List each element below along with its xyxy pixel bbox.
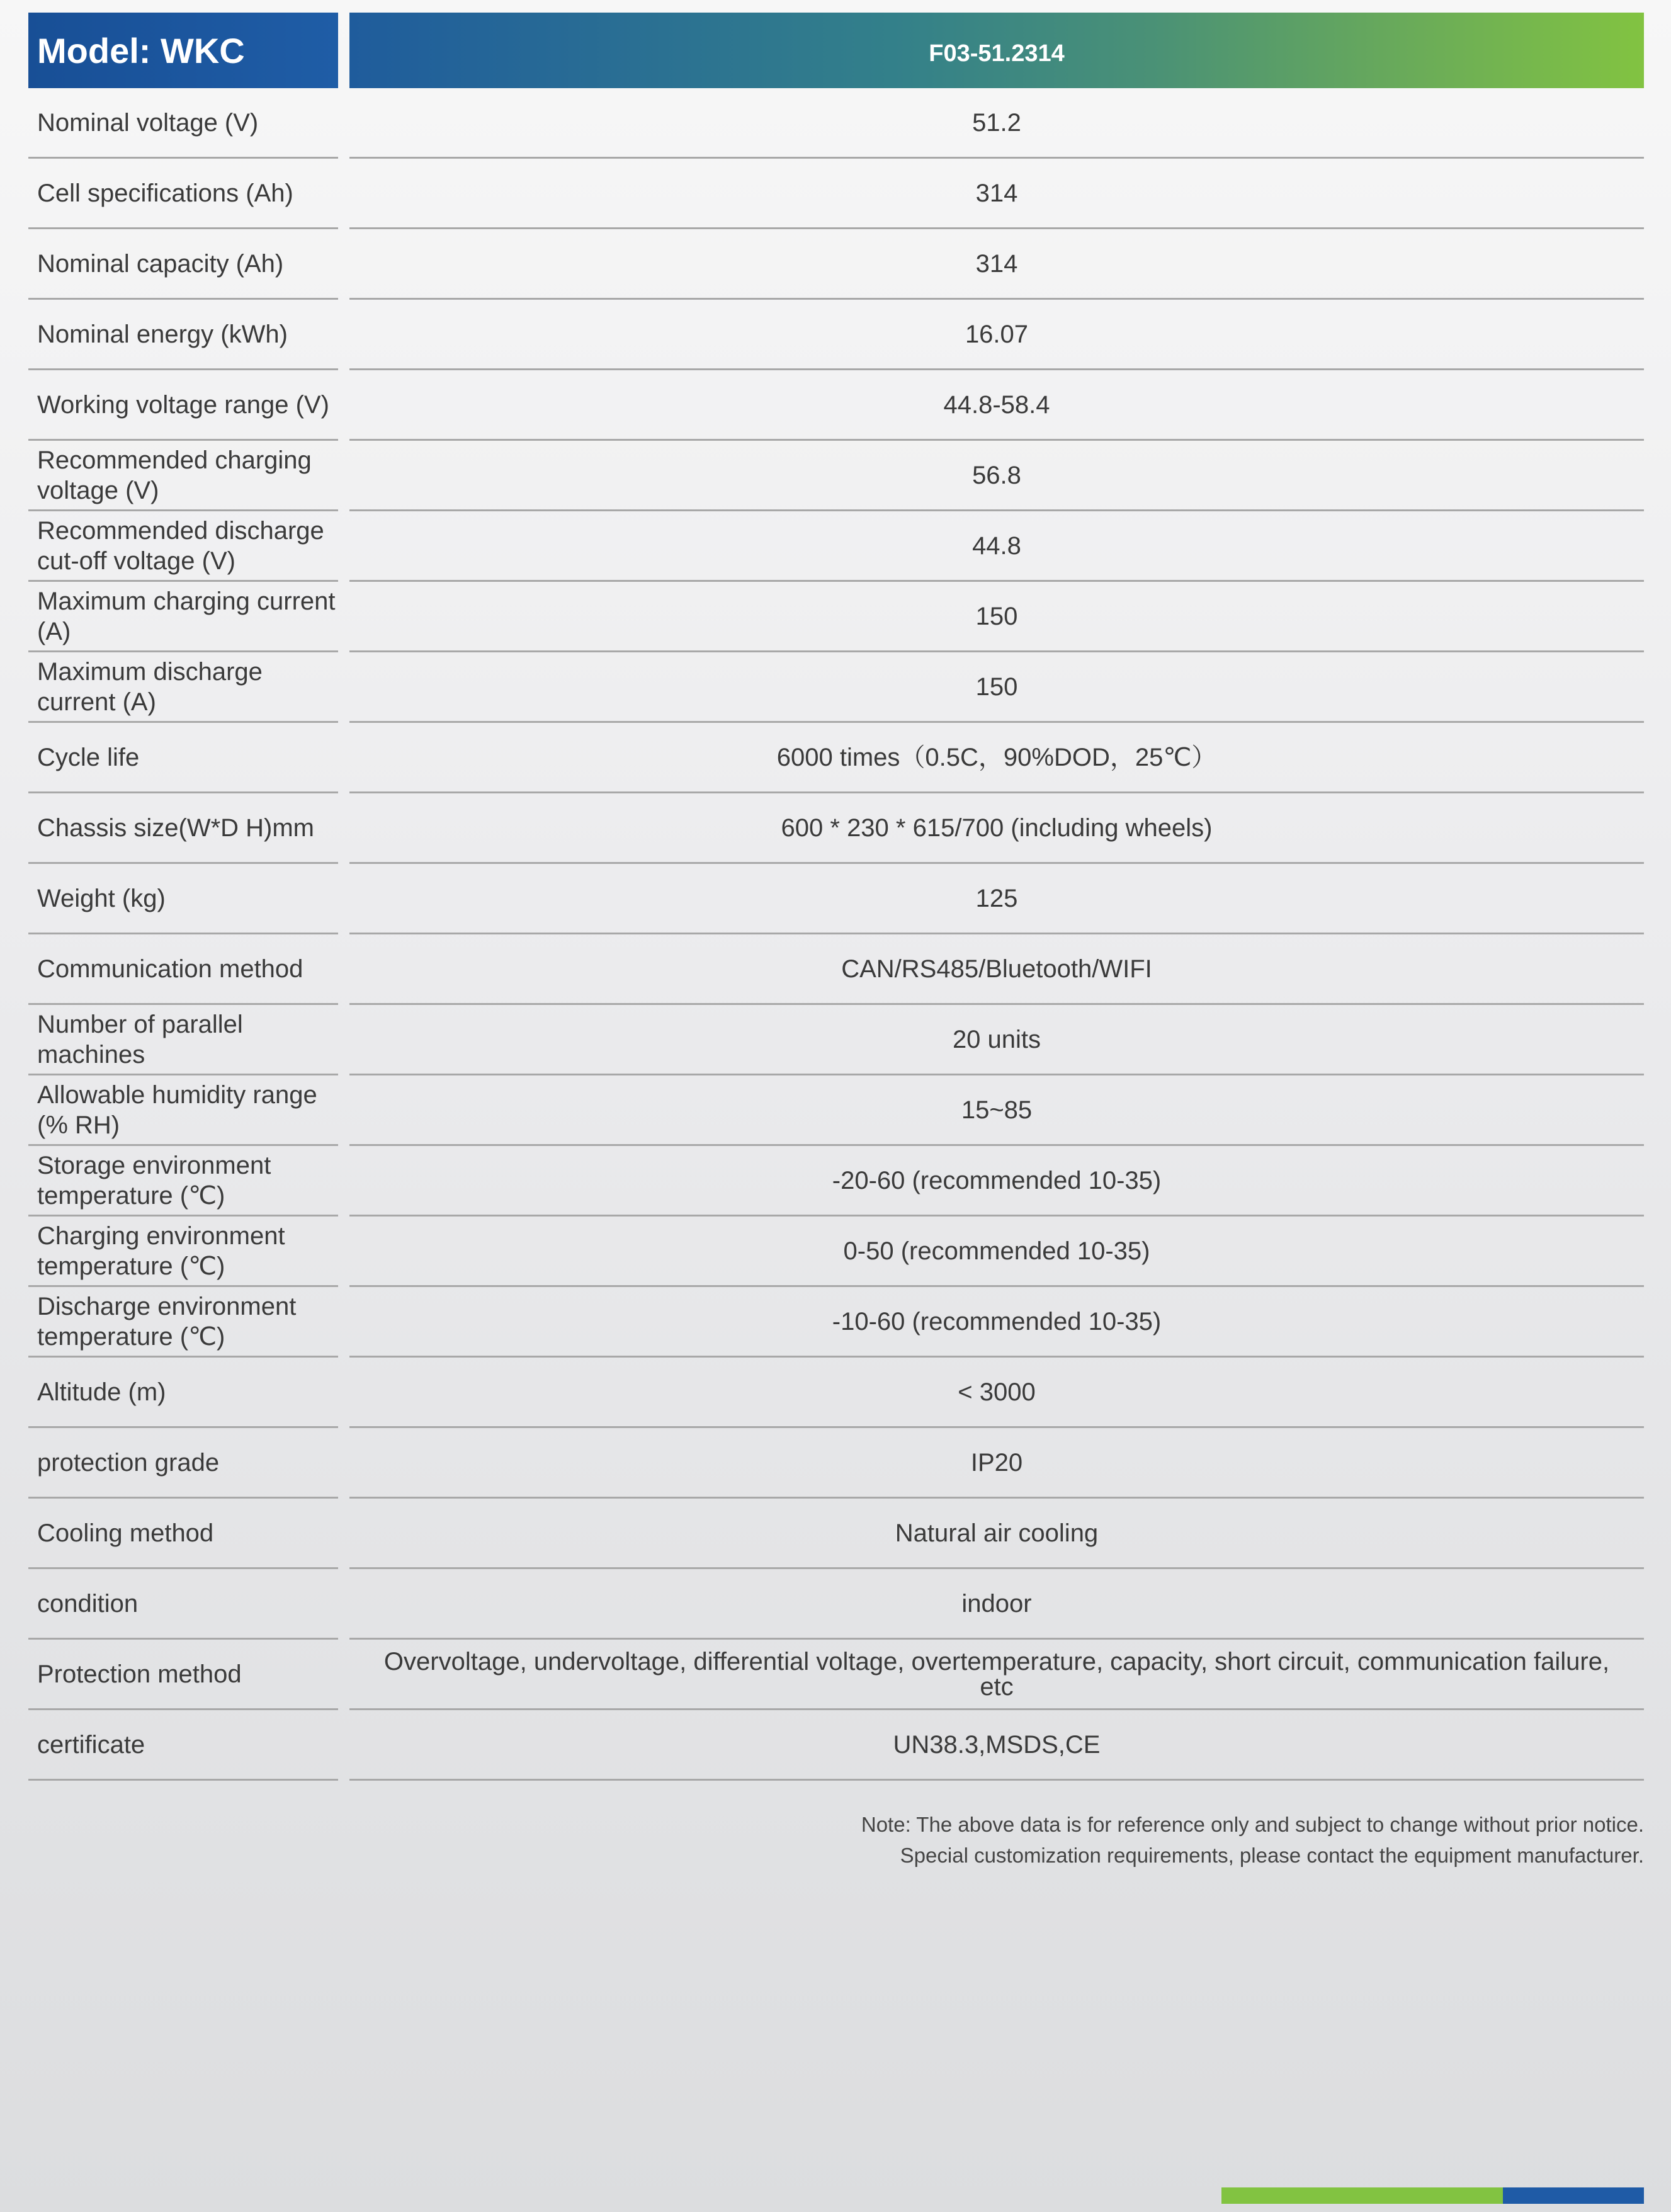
spec-value: 15~85 — [349, 1075, 1644, 1146]
spec-row — [28, 1005, 1644, 1075]
spec-value: Natural air cooling — [349, 1499, 1644, 1569]
spec-row — [28, 1358, 1644, 1428]
spec-row — [28, 1217, 1644, 1287]
spec-table — [28, 88, 1644, 1781]
spec-label: Nominal energy (kWh) — [28, 300, 338, 370]
spec-value: 44.8-58.4 — [349, 370, 1644, 441]
spec-row — [28, 582, 1644, 652]
spec-row — [28, 159, 1644, 229]
spec-label: Chassis size(W*D H)mm — [28, 793, 338, 864]
spec-label: Discharge environment temperature (℃) — [28, 1287, 338, 1358]
spec-value: < 3000 — [349, 1358, 1644, 1428]
spec-row — [28, 1428, 1644, 1499]
spec-value: 6000 times（0.5C，90%DOD，25℃） — [349, 723, 1644, 793]
spec-row — [28, 1640, 1644, 1710]
spec-label: Working voltage range (V) — [28, 370, 338, 441]
spec-value: -20-60 (recommended 10-35) — [349, 1146, 1644, 1217]
spec-label: Cooling method — [28, 1499, 338, 1569]
spec-row — [28, 511, 1644, 582]
spec-row — [28, 300, 1644, 370]
spec-value: CAN/RS485/Bluetooth/WIFI — [349, 934, 1644, 1005]
spec-value: 56.8 — [349, 441, 1644, 511]
spec-label: Recommended discharge cut-off voltage (V) — [28, 511, 338, 582]
disclaimer-note — [861, 1809, 1644, 1871]
spec-value: indoor — [349, 1569, 1644, 1640]
spec-row — [28, 723, 1644, 793]
spec-row — [28, 1710, 1644, 1781]
spec-value: -10-60 (recommended 10-35) — [349, 1287, 1644, 1358]
footer-accent-blue — [1503, 2187, 1644, 2204]
spec-row — [28, 1569, 1644, 1640]
spec-label: Communication method — [28, 934, 338, 1005]
spec-label: Nominal voltage (V) — [28, 88, 338, 159]
spec-row — [28, 934, 1644, 1005]
spec-row — [28, 1287, 1644, 1358]
spec-value: Overvoltage, undervoltage, differential voltage, overtemperature, capacity, short circuit, communication failure, etc — [349, 1640, 1644, 1710]
note-line-1: Note: The above data is for reference only and subject to change without prior notice. — [861, 1813, 1644, 1836]
spec-label: Maximum discharge current (A) — [28, 652, 338, 723]
spec-value: UN38.3,MSDS,CE — [349, 1710, 1644, 1781]
spec-value: 51.2 — [349, 88, 1644, 159]
spec-value: 314 — [349, 159, 1644, 229]
spec-value: 150 — [349, 652, 1644, 723]
spec-value: 314 — [349, 229, 1644, 300]
spec-label: Cycle life — [28, 723, 338, 793]
spec-value: 150 — [349, 582, 1644, 652]
spec-row — [28, 864, 1644, 934]
spec-row — [28, 88, 1644, 159]
spec-label: Nominal capacity (Ah) — [28, 229, 338, 300]
spec-value: 16.07 — [349, 300, 1644, 370]
spec-label: Storage environment temperature (℃) — [28, 1146, 338, 1217]
spec-label: Number of parallel machines — [28, 1005, 338, 1075]
spec-row — [28, 441, 1644, 511]
spec-label: Charging environment temperature (℃) — [28, 1217, 338, 1287]
spec-row — [28, 1499, 1644, 1569]
spec-label: Weight (kg) — [28, 864, 338, 934]
model-code: F03-51.2314 — [349, 13, 1644, 88]
spec-label: protection grade — [28, 1428, 338, 1499]
spec-label: Allowable humidity range (% RH) — [28, 1075, 338, 1146]
spec-label: condition — [28, 1569, 338, 1640]
spec-label: Maximum charging current (A) — [28, 582, 338, 652]
spec-label: Altitude (m) — [28, 1358, 338, 1428]
spec-label: Cell specifications (Ah) — [28, 159, 338, 229]
note-line-2: Special customization requirements, please contact the equipment manufacturer. — [900, 1844, 1644, 1867]
spec-value: 0-50 (recommended 10-35) — [349, 1217, 1644, 1287]
spec-label: Protection method — [28, 1640, 338, 1710]
spec-value: 600 * 230 * 615/700 (including wheels) — [349, 793, 1644, 864]
model-title: Model: WKC — [28, 13, 338, 88]
spec-row — [28, 370, 1644, 441]
spec-label: certificate — [28, 1710, 338, 1781]
footer-accent-green — [1221, 2187, 1503, 2204]
spec-row — [28, 229, 1644, 300]
spec-row — [28, 1146, 1644, 1217]
spec-label: Recommended charging voltage (V) — [28, 441, 338, 511]
spec-value: IP20 — [349, 1428, 1644, 1499]
spec-row — [28, 652, 1644, 723]
spec-row — [28, 1075, 1644, 1146]
spec-value: 20 units — [349, 1005, 1644, 1075]
spec-row — [28, 793, 1644, 864]
spec-value: 125 — [349, 864, 1644, 934]
spec-value: 44.8 — [349, 511, 1644, 582]
